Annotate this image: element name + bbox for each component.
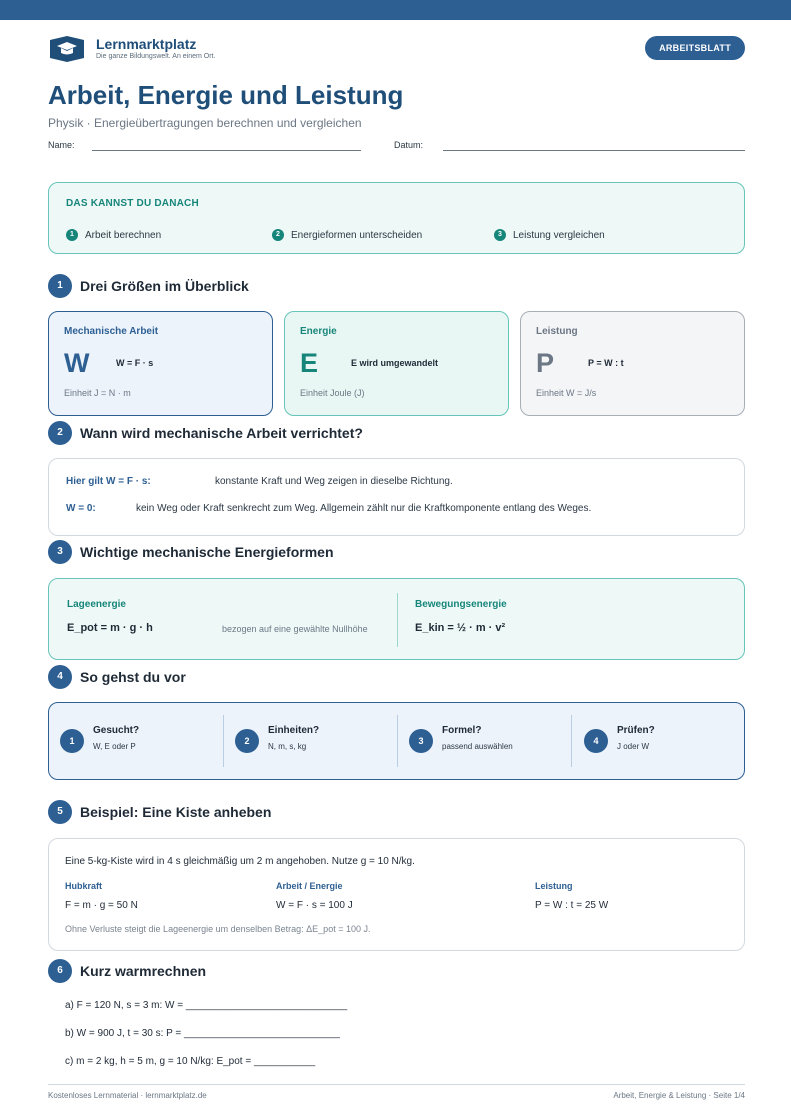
example-value: F = m · g = 50 N [65, 900, 138, 911]
step-title: Formel? [442, 725, 482, 736]
card-formula: P = W : t [588, 358, 624, 368]
worksheet-badge: ARBEITSBLATT [645, 36, 745, 60]
learning-goals-box [48, 182, 745, 254]
section-number: 5 [48, 800, 72, 824]
goal-text: Energieformen unterscheiden [291, 229, 423, 241]
card-unit: Einheit W = J/s [536, 388, 597, 398]
energy-formula: E_kin = ½ · m · v² [415, 622, 506, 634]
energy-label: Lageenergie [67, 599, 126, 610]
step-divider [571, 715, 572, 767]
goal-number: 1 [66, 229, 78, 241]
card-label: Leistung [536, 326, 578, 337]
card-formula: E wird umgewandelt [351, 358, 439, 368]
section-2-heading [48, 421, 363, 445]
task-b[interactable]: b) W = 900 J, t = 30 s: P = ____________________________ [65, 1028, 340, 1039]
card-label: Mechanische Arbeit [64, 326, 159, 337]
section-title: Beispiel: Eine Kiste anheben [80, 804, 272, 820]
condition-label: Hier gilt W = F · s: [66, 476, 151, 487]
goals-heading: DAS KANNST DU DANACH [66, 198, 199, 209]
example-label: Leistung [535, 881, 573, 891]
section-4-heading [48, 665, 186, 689]
graduation-cap-icon [48, 34, 86, 64]
step-subtitle: J oder W [617, 742, 650, 751]
page-title: Arbeit, Energie und Leistung [48, 80, 404, 110]
section-number: 6 [48, 959, 72, 983]
section-number: 2 [48, 421, 72, 445]
example-intro: Eine 5-kg-Kiste wird in 4 s gleichmäßig um 2 m angehoben. Nutze g = 10 N/kg. [65, 856, 415, 867]
section-number: 3 [48, 540, 72, 564]
step-item [409, 715, 569, 767]
top-bar [0, 0, 791, 20]
section-title: So gehst du vor [80, 669, 186, 685]
example-value: P = W : t = 25 W [535, 900, 609, 911]
date-label: Datum: [394, 140, 424, 150]
section-5-heading [48, 800, 271, 824]
step-number: 1 [60, 729, 84, 753]
brand-text [96, 36, 215, 62]
step-title: Einheiten? [268, 725, 320, 736]
goal-item [494, 229, 605, 241]
name-label: Name: [48, 140, 75, 150]
step-title: Gesucht? [93, 725, 140, 736]
name-field[interactable] [92, 150, 361, 151]
section-6-heading [48, 959, 206, 983]
page-subtitle: Physik · Energieübertragungen berechnen und vergleichen [48, 116, 362, 130]
example-label: Arbeit / Energie [276, 881, 343, 891]
step-subtitle: N, m, s, kg [268, 742, 307, 751]
step-title: Prüfen? [617, 725, 655, 736]
step-number: 4 [584, 729, 608, 753]
card-unit: Einheit J = N · m [64, 388, 131, 398]
brand-tagline: Die ganze Bildungswelt. An einem Ort. [96, 53, 216, 60]
goal-number: 2 [272, 229, 284, 241]
condition-text: konstante Kraft und Weg zeigen in dieselbe Richtung. [215, 476, 453, 487]
energy-forms-box [48, 578, 745, 660]
step-divider [397, 715, 398, 767]
example-value: W = F · s = 100 J [276, 900, 353, 911]
task-c[interactable]: c) m = 2 kg, h = 5 m, g = 10 N/kg: E_pot = ___________ [65, 1056, 316, 1067]
task-a[interactable]: a) F = 120 N, s = 3 m: W = _____________________________ [65, 1000, 348, 1011]
step-item [584, 715, 734, 767]
card-formula: W = F · s [116, 358, 154, 368]
section-number: 4 [48, 665, 72, 689]
footer-left[interactable]: Kostenloses Lernmaterial · lernmarktplatz.de [48, 1091, 207, 1100]
date-field[interactable] [443, 150, 745, 151]
card-energy [284, 311, 509, 416]
step-subtitle: W, E oder P [93, 742, 136, 751]
card-symbol: W [64, 348, 90, 378]
section-title: Kurz warmrechnen [80, 963, 207, 979]
example-label: Hubkraft [65, 881, 103, 891]
energy-divider [397, 593, 398, 647]
energy-label: Bewegungsenergie [415, 599, 507, 610]
energy-note: bezogen auf eine gewählte Nullhöhe [222, 624, 368, 634]
brand-logo[interactable] [48, 34, 215, 64]
steps-box [48, 702, 745, 780]
step-number: 3 [409, 729, 433, 753]
work-conditions-box [48, 458, 745, 536]
brand-name: Lernmarktplatz [96, 36, 197, 52]
step-subtitle: passend auswählen [442, 742, 513, 751]
energy-formula: E_pot = m · g · h [67, 622, 153, 634]
section-title: Wichtige mechanische Energieformen [80, 544, 334, 560]
section-title: Wann wird mechanische Arbeit verrichtet? [80, 425, 363, 441]
goal-item [272, 229, 422, 241]
section-number: 1 [48, 274, 72, 298]
condition-label: W = 0: [66, 503, 96, 514]
card-work [48, 311, 273, 416]
card-label: Energie [300, 326, 337, 337]
goal-number: 3 [494, 229, 506, 241]
goal-text: Leistung vergleichen [513, 229, 605, 241]
goal-item [66, 229, 161, 241]
section-3-heading [48, 540, 334, 564]
step-item [235, 715, 395, 767]
step-item [60, 715, 220, 767]
condition-text: kein Weg oder Kraft senkrecht zum Weg. Allgemein zählt nur die Kraftkomponente entlang des Weges. [136, 503, 592, 514]
section-title: Drei Größen im Überblick [80, 278, 249, 294]
step-divider [223, 715, 224, 767]
card-unit: Einheit Joule (J) [300, 388, 365, 398]
footer-divider [48, 1084, 745, 1085]
footer-right: Arbeit, Energie & Leistung · Seite 1/4 [613, 1091, 745, 1100]
step-number: 2 [235, 729, 259, 753]
card-symbol: E [300, 348, 319, 378]
section-1-heading [48, 274, 249, 298]
card-power [520, 311, 745, 416]
example-note: Ohne Verluste steigt die Lageenergie um denselben Betrag: ΔE_pot = 100 J. [65, 924, 371, 934]
example-box [48, 838, 745, 951]
card-symbol: P [536, 348, 555, 378]
goal-text: Arbeit berechnen [85, 229, 162, 241]
